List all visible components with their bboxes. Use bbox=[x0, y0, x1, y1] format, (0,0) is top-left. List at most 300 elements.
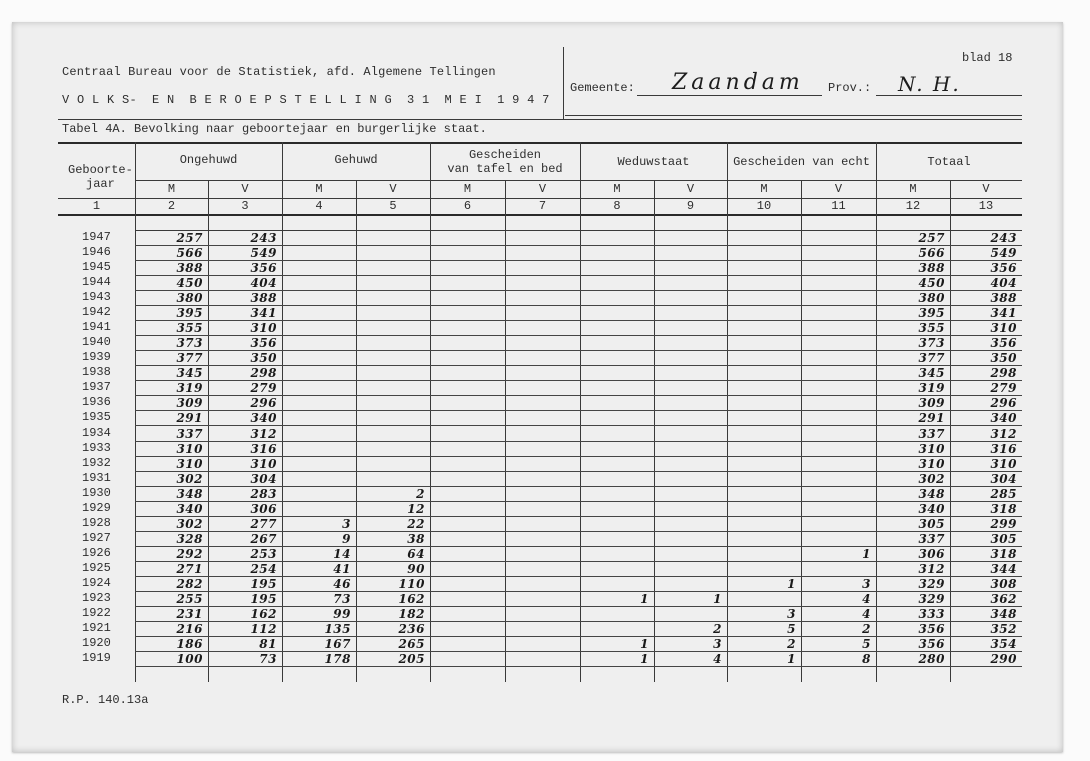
table-cell: 299 bbox=[990, 516, 1017, 531]
table-cell: 318 bbox=[990, 501, 1017, 516]
table-cell bbox=[505, 305, 580, 320]
table-cell: 271 bbox=[176, 561, 203, 576]
table-cell: 1 bbox=[787, 652, 796, 667]
table-cell bbox=[505, 576, 580, 591]
table-cell bbox=[654, 606, 727, 621]
table-cell bbox=[654, 245, 727, 260]
row-year: 1939 bbox=[82, 350, 111, 365]
group-header-rule bbox=[135, 180, 1022, 181]
table-cell: 64 bbox=[407, 546, 425, 561]
row-year: 1946 bbox=[82, 245, 111, 260]
table-cell: 279 bbox=[250, 381, 277, 396]
table-row bbox=[58, 486, 1022, 501]
column-number: 12 bbox=[905, 199, 921, 213]
table-cell: 306 bbox=[918, 546, 945, 561]
table-cell bbox=[430, 260, 505, 275]
group-header-gescheiden-tafel-bed: Gescheiden bbox=[468, 148, 541, 162]
table-cell: 356 bbox=[990, 336, 1017, 351]
table-cell bbox=[727, 426, 801, 441]
row-year: 1926 bbox=[82, 545, 111, 560]
table-cell: 345 bbox=[176, 366, 203, 381]
table-cell: 356 bbox=[990, 261, 1017, 276]
table-cell bbox=[580, 380, 654, 395]
table-cell: 1 bbox=[862, 546, 871, 561]
column-number: 6 bbox=[463, 199, 472, 213]
table-cell: 14 bbox=[333, 546, 351, 561]
table-cell: 12 bbox=[407, 501, 425, 516]
table-cell bbox=[505, 591, 580, 606]
table-cell bbox=[801, 275, 876, 290]
table-row bbox=[58, 441, 1022, 456]
table-row bbox=[58, 380, 1022, 395]
sex-label-m: M bbox=[167, 182, 176, 196]
table-caption: Tabel 4A. Bevolking naar geboortejaar en burgerlijke staat. bbox=[62, 122, 487, 136]
table-cell: 310 bbox=[176, 441, 203, 456]
table-cell bbox=[505, 501, 580, 516]
sex-label-v: V bbox=[982, 182, 990, 196]
table-cell: 178 bbox=[324, 652, 351, 667]
row-year: 1942 bbox=[82, 305, 111, 320]
column-number: 2 bbox=[167, 199, 176, 213]
table-cell: 257 bbox=[176, 231, 203, 245]
table-cell bbox=[430, 651, 505, 666]
table-cell bbox=[430, 531, 505, 546]
table-cell bbox=[727, 441, 801, 456]
table-cell bbox=[430, 426, 505, 441]
table-cell: 388 bbox=[918, 261, 945, 276]
table-cell bbox=[430, 636, 505, 651]
table-row bbox=[58, 395, 1022, 410]
table-cell bbox=[654, 335, 727, 350]
table-cell bbox=[356, 320, 430, 335]
table-cell: 344 bbox=[990, 561, 1017, 576]
table-cell bbox=[356, 365, 430, 380]
table-cell: 290 bbox=[990, 652, 1017, 667]
table-cell bbox=[430, 410, 505, 425]
table-row bbox=[58, 290, 1022, 305]
table-cell: 110 bbox=[398, 576, 425, 591]
table-cell bbox=[580, 245, 654, 260]
table-cell: 340 bbox=[990, 411, 1017, 426]
table-row bbox=[58, 576, 1022, 591]
table-cell bbox=[727, 305, 801, 320]
table-cell bbox=[430, 471, 505, 486]
table-row bbox=[58, 621, 1022, 636]
table-cell: 1 bbox=[787, 576, 796, 591]
table-cell bbox=[505, 245, 580, 260]
group-header-gehuwd: Gehuwd bbox=[334, 153, 378, 167]
table-cell bbox=[505, 516, 580, 531]
table-cell bbox=[430, 320, 505, 335]
table-cell bbox=[801, 290, 876, 305]
table-cell bbox=[430, 606, 505, 621]
table-cell: 254 bbox=[250, 561, 277, 576]
table-cell bbox=[505, 531, 580, 546]
table-cell bbox=[654, 531, 727, 546]
table-cell bbox=[654, 365, 727, 380]
table-cell bbox=[356, 290, 430, 305]
table-cell: 348 bbox=[176, 486, 203, 501]
table-cell bbox=[801, 230, 876, 245]
table-cell bbox=[505, 335, 580, 350]
table-cell: 356 bbox=[918, 637, 945, 652]
table-cell bbox=[430, 546, 505, 561]
row-year: 1919 bbox=[82, 651, 111, 666]
table-row bbox=[58, 305, 1022, 320]
table-cell bbox=[430, 395, 505, 410]
column-number: 3 bbox=[241, 199, 249, 213]
table-cell bbox=[505, 426, 580, 441]
table-cell bbox=[727, 516, 801, 531]
table-cell: 340 bbox=[250, 411, 277, 426]
institution-title: Centraal Bureau voor de Statistiek, afd. Algemene Tellingen bbox=[62, 65, 496, 79]
table-cell: 46 bbox=[333, 576, 351, 591]
table-cell bbox=[580, 426, 654, 441]
table-cell bbox=[580, 621, 654, 636]
table-cell: 345 bbox=[918, 366, 945, 381]
table-cell: 186 bbox=[176, 637, 203, 652]
table-cell bbox=[505, 380, 580, 395]
table-cell: 329 bbox=[918, 576, 945, 591]
table-cell bbox=[505, 320, 580, 335]
table-row bbox=[58, 561, 1022, 576]
table-cell bbox=[727, 260, 801, 275]
column-number: 8 bbox=[613, 199, 621, 213]
row-year: 1927 bbox=[82, 530, 111, 545]
table-cell: 404 bbox=[990, 276, 1017, 291]
table-cell bbox=[727, 350, 801, 365]
table-cell bbox=[430, 486, 505, 501]
table-cell bbox=[801, 335, 876, 350]
table-cell: 257 bbox=[918, 231, 945, 245]
table-cell bbox=[505, 260, 580, 275]
table-cell: 162 bbox=[398, 591, 425, 606]
table-cell bbox=[505, 606, 580, 621]
table-cell: 1 bbox=[640, 637, 649, 652]
table-cell bbox=[654, 275, 727, 290]
table-cell bbox=[580, 230, 654, 245]
table-cell bbox=[580, 561, 654, 576]
table-cell bbox=[356, 380, 430, 395]
column-number: 5 bbox=[389, 199, 397, 213]
table-cell bbox=[505, 350, 580, 365]
table-cell: 388 bbox=[250, 291, 277, 306]
table-cell bbox=[580, 350, 654, 365]
table-row bbox=[58, 426, 1022, 441]
table-cell bbox=[282, 471, 356, 486]
table-cell bbox=[727, 230, 801, 245]
table-cell bbox=[580, 531, 654, 546]
table-cell: 388 bbox=[176, 261, 203, 276]
row-year: 1932 bbox=[82, 455, 111, 470]
table-cell bbox=[505, 456, 580, 471]
table-cell: 255 bbox=[176, 591, 203, 606]
table-cell bbox=[654, 546, 727, 561]
table-cell: 355 bbox=[918, 321, 945, 336]
table-cell bbox=[580, 410, 654, 425]
sex-label-m: M bbox=[613, 182, 621, 196]
table-cell: 310 bbox=[250, 321, 277, 336]
sex-label-v: V bbox=[389, 182, 397, 196]
table-cell: 362 bbox=[990, 591, 1017, 606]
table-cell bbox=[505, 275, 580, 290]
table-row bbox=[58, 606, 1022, 621]
table-cell bbox=[801, 305, 876, 320]
table-row bbox=[58, 410, 1022, 425]
table-row bbox=[58, 501, 1022, 516]
table-cell bbox=[356, 275, 430, 290]
table-cell bbox=[505, 365, 580, 380]
table-cell bbox=[727, 395, 801, 410]
table-cell bbox=[727, 531, 801, 546]
row-year: 1934 bbox=[82, 425, 111, 440]
table-cell bbox=[801, 410, 876, 425]
table-cell: 280 bbox=[918, 652, 945, 667]
row-year: 1929 bbox=[82, 500, 111, 515]
table-cell: 356 bbox=[918, 622, 945, 637]
row-year: 1941 bbox=[82, 320, 111, 335]
sex-label-m: M bbox=[909, 182, 917, 196]
table-cell: 329 bbox=[918, 591, 945, 606]
sex-label-m: M bbox=[463, 182, 472, 196]
table-cell bbox=[430, 350, 505, 365]
table-row bbox=[58, 531, 1022, 546]
table-cell bbox=[505, 636, 580, 651]
table-cell bbox=[282, 456, 356, 471]
row-year: 1923 bbox=[82, 590, 111, 605]
table-cell bbox=[282, 320, 356, 335]
table-cell bbox=[727, 561, 801, 576]
table-cell bbox=[727, 486, 801, 501]
table-cell bbox=[356, 350, 430, 365]
municipality-value: Zaandam bbox=[672, 70, 804, 95]
table-cell bbox=[505, 471, 580, 486]
table-cell bbox=[505, 441, 580, 456]
row-year: 1947 bbox=[82, 230, 111, 244]
table-cell: 341 bbox=[250, 306, 277, 321]
table-cell bbox=[801, 260, 876, 275]
table-cell bbox=[801, 531, 876, 546]
column-number: 1 bbox=[92, 199, 101, 213]
table-cell bbox=[727, 365, 801, 380]
table-cell: 100 bbox=[176, 652, 203, 667]
table-row bbox=[58, 651, 1022, 666]
table-cell: 3 bbox=[342, 516, 351, 531]
table-cell: 4 bbox=[862, 607, 871, 621]
table-cell: 380 bbox=[176, 291, 203, 306]
column-number: 13 bbox=[978, 199, 994, 213]
table-cell: 316 bbox=[250, 441, 277, 456]
table-cell bbox=[356, 395, 430, 410]
table-row bbox=[58, 456, 1022, 471]
table-cell bbox=[430, 305, 505, 320]
table-cell: 348 bbox=[918, 486, 945, 501]
table-cell bbox=[580, 471, 654, 486]
table-cell bbox=[505, 230, 580, 245]
table-cell bbox=[430, 335, 505, 350]
table-cell bbox=[430, 290, 505, 305]
table-cell: 377 bbox=[176, 351, 203, 366]
table-row bbox=[58, 245, 1022, 260]
table-cell: 2 bbox=[787, 637, 796, 652]
table-cell: 99 bbox=[333, 607, 351, 621]
table-cell bbox=[356, 410, 430, 425]
table-cell: 4 bbox=[713, 652, 722, 667]
sex-label-m: M bbox=[315, 182, 323, 196]
table-cell: 243 bbox=[990, 231, 1017, 245]
table-cell: 309 bbox=[918, 396, 945, 411]
row-year: 1945 bbox=[82, 260, 111, 275]
group-header-totaal: Totaal bbox=[927, 155, 971, 169]
table-cell: 373 bbox=[176, 336, 203, 351]
table-cell: 350 bbox=[250, 351, 277, 366]
year-header-line2: jaar bbox=[86, 177, 115, 191]
table-cell: 304 bbox=[990, 471, 1017, 486]
row-year: 1935 bbox=[82, 410, 111, 425]
group-header-weduwstaat: Weduwstaat bbox=[617, 155, 690, 169]
census-title: V O L K S- E N B E R O E P S T E L L I N G 3 1 M E I 1 9 4 7 bbox=[62, 93, 550, 107]
table-cell: 1 bbox=[713, 591, 722, 606]
table-cell: 340 bbox=[176, 501, 203, 516]
table-cell: 283 bbox=[250, 486, 277, 501]
row-year: 1922 bbox=[82, 606, 111, 620]
table-cell bbox=[654, 410, 727, 425]
table-cell bbox=[430, 561, 505, 576]
table-cell bbox=[727, 320, 801, 335]
table-cell bbox=[654, 486, 727, 501]
table-cell: 348 bbox=[990, 607, 1017, 621]
table-cell bbox=[580, 501, 654, 516]
table-cell: 9 bbox=[342, 531, 351, 546]
table-cell bbox=[654, 305, 727, 320]
table-cell: 236 bbox=[398, 622, 425, 637]
table-cell: 277 bbox=[250, 516, 277, 531]
table-cell bbox=[727, 471, 801, 486]
table-cell: 356 bbox=[250, 261, 277, 276]
group-header-ongehuwd: Ongehuwd bbox=[179, 153, 238, 167]
table-cell bbox=[580, 365, 654, 380]
table-cell: 354 bbox=[990, 637, 1017, 652]
table-cell: 73 bbox=[259, 652, 277, 667]
table-cell bbox=[727, 380, 801, 395]
province-underline bbox=[876, 95, 1022, 96]
table-cell: 318 bbox=[990, 546, 1017, 561]
table-cell: 356 bbox=[250, 336, 277, 351]
sex-label-v: V bbox=[538, 182, 547, 196]
sex-label-m: M bbox=[760, 182, 768, 196]
table-cell: 377 bbox=[918, 351, 945, 366]
table-cell bbox=[727, 275, 801, 290]
table-cell bbox=[430, 501, 505, 516]
table-cell bbox=[282, 441, 356, 456]
table-cell bbox=[430, 516, 505, 531]
table-cell bbox=[282, 230, 356, 245]
table-cell: 292 bbox=[176, 546, 203, 561]
table-cell bbox=[430, 275, 505, 290]
table-cell bbox=[282, 426, 356, 441]
table-cell: 296 bbox=[990, 396, 1017, 411]
table-cell: 395 bbox=[918, 306, 945, 321]
table-row bbox=[58, 260, 1022, 275]
row-year: 1938 bbox=[82, 365, 111, 380]
table-cell bbox=[580, 305, 654, 320]
table-row bbox=[58, 320, 1022, 335]
table-cell: 302 bbox=[176, 471, 203, 486]
table-cell: 167 bbox=[324, 637, 351, 652]
sheet-number: blad 18 bbox=[962, 51, 1013, 65]
table-cell bbox=[282, 380, 356, 395]
table-cell bbox=[505, 395, 580, 410]
table-cell: 2 bbox=[416, 486, 425, 501]
table-cell bbox=[282, 410, 356, 425]
table-cell bbox=[654, 290, 727, 305]
table-cell: 310 bbox=[918, 456, 945, 471]
table-cell bbox=[282, 335, 356, 350]
table-cell bbox=[356, 441, 430, 456]
table-cell bbox=[580, 576, 654, 591]
table-cell bbox=[356, 305, 430, 320]
table-cell bbox=[801, 350, 876, 365]
table-cell bbox=[654, 426, 727, 441]
table-cell: 333 bbox=[918, 607, 945, 621]
table-cell bbox=[282, 260, 356, 275]
row-year: 1943 bbox=[82, 290, 111, 305]
table-cell bbox=[654, 230, 727, 245]
table-cell: 549 bbox=[990, 246, 1017, 261]
table-cell: 305 bbox=[990, 531, 1017, 546]
table-cell: 404 bbox=[250, 276, 277, 291]
table-cell: 450 bbox=[918, 276, 945, 291]
table-cell: 566 bbox=[918, 246, 945, 261]
table-cell bbox=[580, 546, 654, 561]
table-cell bbox=[654, 501, 727, 516]
table-row bbox=[58, 365, 1022, 380]
table-cell bbox=[282, 275, 356, 290]
table-row bbox=[58, 636, 1022, 651]
table-cell: 341 bbox=[990, 306, 1017, 321]
table-cell: 267 bbox=[250, 531, 277, 546]
table-cell bbox=[430, 621, 505, 636]
table-cell: 337 bbox=[918, 426, 945, 441]
table-cell bbox=[505, 410, 580, 425]
form-code: R.P. 140.13a bbox=[62, 693, 149, 707]
table-cell bbox=[727, 290, 801, 305]
table-cell bbox=[801, 516, 876, 531]
row-year: 1936 bbox=[82, 395, 111, 410]
table-cell: 319 bbox=[918, 381, 945, 396]
table-cell bbox=[505, 546, 580, 561]
table-cell: 231 bbox=[176, 607, 203, 621]
sex-label-v: V bbox=[834, 182, 843, 196]
group-header-gescheiden-echt: Gescheiden van echt bbox=[733, 155, 870, 169]
table-cell: 162 bbox=[250, 607, 277, 621]
table-cell bbox=[801, 456, 876, 471]
table-row bbox=[58, 516, 1022, 531]
table-cell: 328 bbox=[176, 531, 203, 546]
table-cell bbox=[801, 486, 876, 501]
table-row bbox=[58, 546, 1022, 561]
table-cell bbox=[580, 260, 654, 275]
table-cell: 1 bbox=[640, 591, 649, 606]
table-cell bbox=[580, 320, 654, 335]
table-cell bbox=[356, 230, 430, 245]
table-cell bbox=[282, 395, 356, 410]
table-cell bbox=[727, 456, 801, 471]
table-cell bbox=[282, 486, 356, 501]
table-cell: 285 bbox=[990, 486, 1017, 501]
table-cell: 319 bbox=[176, 381, 203, 396]
table-cell: 305 bbox=[918, 516, 945, 531]
